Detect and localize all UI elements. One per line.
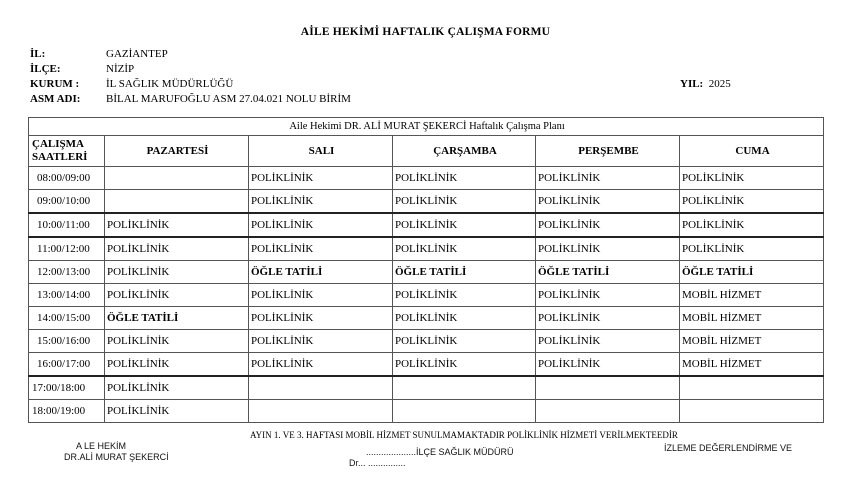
schedule-cell <box>105 167 249 190</box>
schedule-cell <box>536 376 680 400</box>
table-caption: Aile Hekimi DR. ALİ MURAT ŞEKERCİ Haftalık Çalışma Planı <box>29 118 824 136</box>
table-row <box>29 353 824 377</box>
schedule-cell: POLİKLİNİK <box>536 190 680 214</box>
footer-note: AYIN 1. VE 3. HAFTASI MOBİL HİZMET SUNULMAMAKTADIR POLİKLİNİK HİZMETİ VERİLMEKTEEDİR <box>250 430 678 440</box>
signature-doctor-name: DR.ALİ MURAT ŞEKERCİ <box>64 452 169 462</box>
kurum-value: İL SAĞLIK MÜDÜRLÜĞÜ <box>106 78 234 90</box>
hour-cell: 17:00/18:00 <box>29 376 105 400</box>
schedule-cell: ÖĞLE TATİLİ <box>105 307 249 330</box>
schedule-cell: MOBİL HİZMET <box>680 330 824 353</box>
schedule-cell: POLİKLİNİK <box>393 307 536 330</box>
hour-cell: 13:00/14:00 <box>29 284 105 307</box>
hour-cell: 16:00/17:00 <box>29 353 105 377</box>
year-label: YIL: <box>680 78 704 90</box>
schedule-cell <box>249 400 393 423</box>
schedule-cell: MOBİL HİZMET <box>680 307 824 330</box>
schedule-cell <box>680 400 824 423</box>
schedule-cell: POLİKLİNİK <box>105 400 249 423</box>
signature-district-director: ....................İLÇE SAĞLIK MÜDÜRÜ <box>366 447 514 457</box>
il-row <box>30 47 351 62</box>
year-field <box>680 78 731 90</box>
schedule-cell: ÖĞLE TATİLİ <box>536 261 680 284</box>
signature-director-name: Dr... ............... <box>349 458 406 468</box>
table-row <box>29 307 824 330</box>
asm-row <box>30 92 351 107</box>
schedule-cell: POLİKLİNİK <box>249 213 393 237</box>
hour-cell: 15:00/16:00 <box>29 330 105 353</box>
schedule-cell: ÖĞLE TATİLİ <box>393 261 536 284</box>
header-cuma: CUMA <box>680 136 824 167</box>
schedule-cell: POLİKLİNİK <box>249 237 393 261</box>
signature-doctor-title: A LE HEKİM <box>76 441 127 451</box>
table-row <box>29 190 824 214</box>
table-row <box>29 376 824 400</box>
schedule-cell: POLİKLİNİK <box>393 284 536 307</box>
asm-value: BİLAL MARUFOĞLU ASM 27.04.021 NOLU BİRİM <box>106 93 351 105</box>
il-label: İL: <box>30 48 46 60</box>
schedule-cell: POLİKLİNİK <box>393 237 536 261</box>
kurum-label: KURUM : <box>30 78 80 90</box>
schedule-cell: POLİKLİNİK <box>680 237 824 261</box>
schedule-cell: POLİKLİNİK <box>249 190 393 214</box>
schedule-cell: POLİKLİNİK <box>680 167 824 190</box>
schedule-cell: POLİKLİNİK <box>249 307 393 330</box>
header-carsamba: ÇARŞAMBA <box>393 136 536 167</box>
schedule-cell <box>393 400 536 423</box>
header-persembe: PERŞEMBE <box>536 136 680 167</box>
schedule-cell: POLİKLİNİK <box>536 284 680 307</box>
schedule-cell: POLİKLİNİK <box>249 284 393 307</box>
schedule-cell: ÖĞLE TATİLİ <box>249 261 393 284</box>
schedule-cell: MOBİL HİZMET <box>680 353 824 377</box>
schedule-cell: POLİKLİNİK <box>680 213 824 237</box>
schedule-cell: ÖĞLE TATİLİ <box>680 261 824 284</box>
schedule-cell: POLİKLİNİK <box>105 353 249 377</box>
form-title: AİLE HEKİMİ HAFTALIK ÇALIŞMA FORMU <box>300 26 551 38</box>
schedule-cell <box>393 376 536 400</box>
signature-monitoring: İZLEME DEĞERLENDİRME VE <box>664 443 793 453</box>
schedule-cell: POLİKLİNİK <box>536 237 680 261</box>
schedule-cell: POLİKLİNİK <box>536 330 680 353</box>
table-row <box>29 400 824 423</box>
table-row <box>29 167 824 190</box>
hour-cell: 18:00/19:00 <box>29 400 105 423</box>
schedule-cell: POLİKLİNİK <box>536 167 680 190</box>
header-pazartesi: PAZARTESİ <box>105 136 249 167</box>
schedule-cell: POLİKLİNİK <box>536 353 680 377</box>
ilce-value: NİZİP <box>106 63 135 75</box>
header-info <box>30 47 351 107</box>
table-row <box>29 284 824 307</box>
schedule-cell: POLİKLİNİK <box>249 330 393 353</box>
schedule-cell: POLİKLİNİK <box>680 190 824 214</box>
schedule-cell: POLİKLİNİK <box>105 213 249 237</box>
schedule-cell: POLİKLİNİK <box>105 376 249 400</box>
table-row <box>29 237 824 261</box>
schedule-cell: POLİKLİNİK <box>105 284 249 307</box>
schedule-cell: POLİKLİNİK <box>105 330 249 353</box>
schedule-cell <box>536 400 680 423</box>
schedule-cell: MOBİL HİZMET <box>680 284 824 307</box>
schedule-cell: POLİKLİNİK <box>249 353 393 377</box>
ilce-row <box>30 62 351 77</box>
il-value: GAZİANTEP <box>106 48 168 60</box>
schedule-cell: POLİKLİNİK <box>393 330 536 353</box>
schedule-cell: POLİKLİNİK <box>536 307 680 330</box>
hour-cell: 11:00/12:00 <box>29 237 105 261</box>
year-value: 2025 <box>708 78 731 90</box>
schedule-cell: POLİKLİNİK <box>393 353 536 377</box>
schedule-cell: POLİKLİNİK <box>536 213 680 237</box>
schedule-cell: POLİKLİNİK <box>105 261 249 284</box>
hour-cell: 12:00/13:00 <box>29 261 105 284</box>
hour-cell: 08:00/09:00 <box>29 167 105 190</box>
table-row <box>29 213 824 237</box>
schedule-cell: POLİKLİNİK <box>393 213 536 237</box>
table-row <box>29 261 824 284</box>
schedule-cell: POLİKLİNİK <box>105 237 249 261</box>
header-sali: SALI <box>249 136 393 167</box>
schedule-cell: POLİKLİNİK <box>393 167 536 190</box>
table-row <box>29 330 824 353</box>
ilce-label: İLÇE: <box>30 63 61 75</box>
hour-cell: 09:00/10:00 <box>29 190 105 214</box>
weekly-plan-table <box>28 117 824 423</box>
schedule-cell <box>680 376 824 400</box>
hour-cell: 14:00/15:00 <box>29 307 105 330</box>
hour-cell: 10:00/11:00 <box>29 213 105 237</box>
schedule-cell: POLİKLİNİK <box>393 190 536 214</box>
header-hours: ÇALIŞMA SAATLERİ <box>29 136 105 167</box>
kurum-row <box>30 77 351 92</box>
schedule-cell <box>105 190 249 214</box>
schedule-cell <box>249 376 393 400</box>
schedule-cell: POLİKLİNİK <box>249 167 393 190</box>
asm-label: ASM ADI: <box>30 93 81 105</box>
